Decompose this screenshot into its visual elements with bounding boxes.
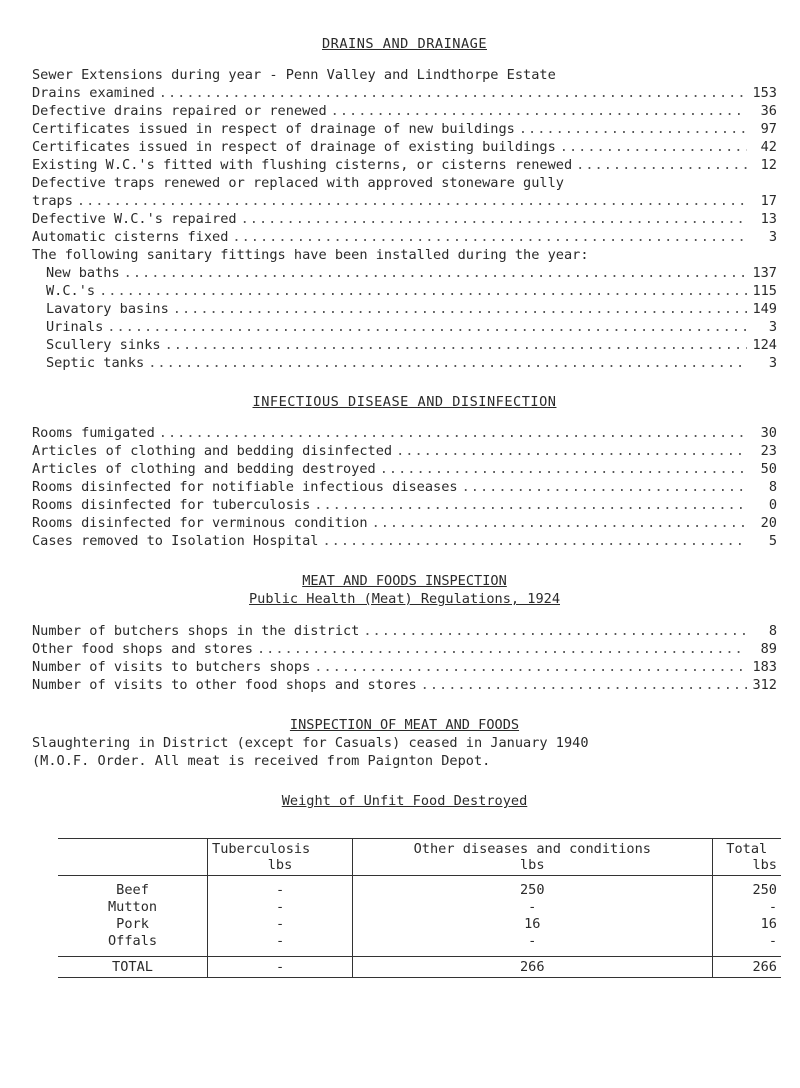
stat-row: Defective W.C.'s repaired ..... 13 bbox=[32, 210, 777, 228]
stat-row: Articles of clothing and bedding destroyed ..... 50 bbox=[32, 460, 777, 478]
stat-row: Cases removed to Isolation Hospital ..... 5 bbox=[32, 532, 777, 550]
stat-row: Certificates issued in respect of drainage of existing buildings ..... 42 bbox=[32, 138, 777, 156]
stat-row: Number of visits to butchers shops ..... 183 bbox=[32, 658, 777, 676]
sewer-extensions-line: Sewer Extensions during year - Penn Valley and Lindthorpe Estate bbox=[32, 67, 556, 83]
drains-heading: DRAINS AND DRAINAGE bbox=[322, 36, 487, 52]
col-tuberculosis-header: Tuberculosis lbs bbox=[208, 839, 353, 876]
fitting-row: New baths ..... 137 bbox=[32, 264, 777, 282]
mof-order-line: (M.O.F. Order. All meat is received from Paignton Depot. bbox=[32, 753, 491, 769]
fittings-intro: The following sanitary fittings have been installed during the year: bbox=[32, 247, 589, 263]
meat-foods-heading: INSPECTION OF MEAT AND FOODS bbox=[289, 717, 520, 733]
fitting-row: Scullery sinks ..... 124 bbox=[32, 336, 777, 354]
stat-row: Other food shops and stores ..... 89 bbox=[32, 640, 777, 658]
fitting-row: W.C.'s ..... 115 bbox=[32, 282, 777, 300]
table-row: Beef - 250 250 bbox=[58, 876, 781, 900]
col-total-header: Total lbs bbox=[726, 841, 777, 873]
col-other-diseases-header: Other diseases and conditions lbs bbox=[353, 839, 712, 876]
col-food-header bbox=[58, 839, 208, 876]
fitting-row: Urinals ..... 3 bbox=[32, 318, 777, 336]
stat-row: traps ..... 17 bbox=[32, 192, 777, 210]
infectious-heading: INFECTIOUS DISEASE AND DISINFECTION bbox=[252, 394, 557, 410]
stat-row: Drains examined ..... 153 bbox=[32, 84, 777, 102]
meat-inspection-heading: MEAT AND FOODS INSPECTION bbox=[302, 573, 507, 589]
stat-row: Rooms fumigated ..... 30 bbox=[32, 424, 777, 442]
stat-row: Existing W.C.'s fitted with flushing cisterns, or cisterns renewed ..... 12 bbox=[32, 156, 777, 174]
stat-row: Rooms disinfected for notifiable infectious diseases ..... 8 bbox=[32, 478, 777, 496]
unfit-food-heading: Weight of Unfit Food Destroyed bbox=[281, 793, 528, 809]
unfit-food-table bbox=[58, 838, 781, 978]
table-row: Mutton - - - bbox=[58, 899, 781, 916]
stat-row: Articles of clothing and bedding disinfected ..... 23 bbox=[32, 442, 777, 460]
stat-row: Rooms disinfected for tuberculosis ..... 0 bbox=[32, 496, 777, 514]
traps-line: Defective traps renewed or replaced with approved stoneware gully bbox=[32, 175, 564, 191]
report-page bbox=[32, 36, 777, 810]
slaughtering-line: Slaughtering in District (except for Casuals) ceased in January 1940 bbox=[32, 735, 589, 751]
table-total-row: TOTAL - 266 266 bbox=[58, 957, 781, 978]
table-header-row bbox=[58, 839, 781, 876]
fitting-row: Septic tanks ..... 3 bbox=[32, 354, 777, 372]
table-row: Offals - - - bbox=[58, 933, 781, 957]
stat-row: Rooms disinfected for verminous condition ..... 20 bbox=[32, 514, 777, 532]
stat-row: Certificates issued in respect of drainage of new buildings ..... 97 bbox=[32, 120, 777, 138]
stat-row: Automatic cisterns fixed ..... 3 bbox=[32, 228, 777, 246]
stat-row: Number of butchers shops in the district ..... 8 bbox=[32, 622, 777, 640]
stat-row: Number of visits to other food shops and stores ..... 312 bbox=[32, 676, 777, 694]
table-row: Pork - 16 16 bbox=[58, 916, 781, 933]
meat-regulations-subheading: Public Health (Meat) Regulations, 1924 bbox=[249, 591, 560, 607]
stat-row: Defective drains repaired or renewed ..... 36 bbox=[32, 102, 777, 120]
fitting-row: Lavatory basins ..... 149 bbox=[32, 300, 777, 318]
